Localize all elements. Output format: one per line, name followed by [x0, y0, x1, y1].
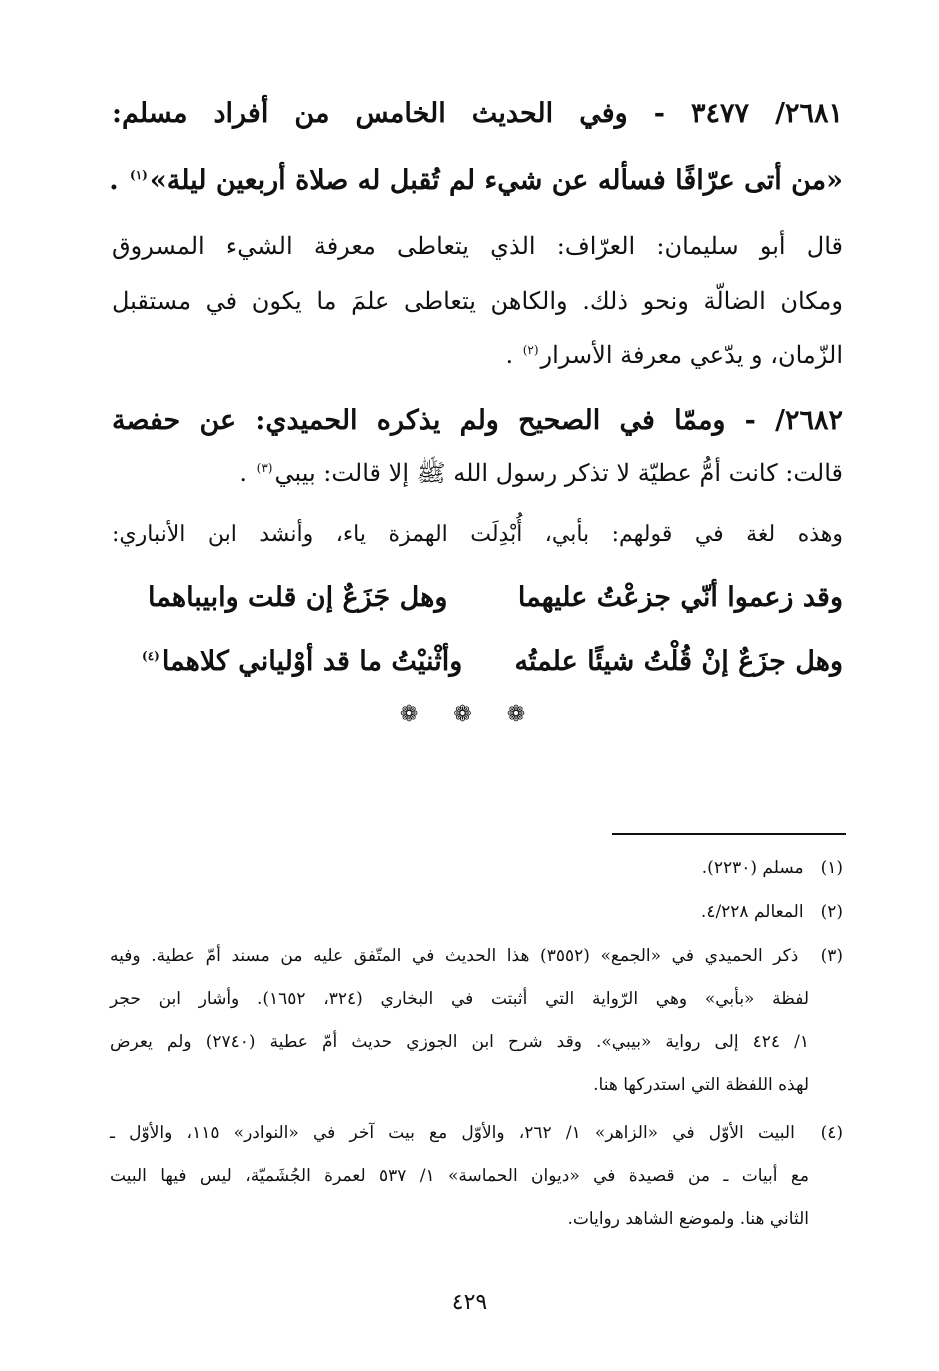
footnote-ref-4: (٤) [142, 649, 160, 663]
poem-verse-1-first-half: وقد زعموا أنّي جزعْتُ عليهما [517, 582, 843, 613]
footnote-ref-2: (٢) [522, 343, 539, 357]
commentary-line-3: الزّمان، و يدّعي معرفة الأسرار$^{(٢)}$ . [505, 341, 843, 369]
footnote-2: (٢) المعالم ٤/٢٢٨. [700, 902, 843, 922]
footnote-ref-3: (٣) [256, 461, 273, 475]
poem-verse-2-first-half: وهل جزَعٌ إنْ قُلْتُ شيئًا علمتُه [514, 646, 843, 677]
poem-verse-1-second-half: وهل جَزَعٌ إن قلت وابيباهما [148, 582, 448, 613]
footnote-3-line-2: لفظة «بأبي» وهي الرّواية التي أثبتت في البخاري (٣٢٤، ١٦٥٢). وأشار ابن حجر [110, 989, 810, 1009]
hadith-text-2681: «من أتى عرّافًا فسأله عن شيء لم تُقبل له صلاة أربعين ليلة»$^{(١)}$ . [109, 165, 843, 196]
footnote-3-line-1: (٣) ذكر الحميدي في «الجمع» (٣٥٥٢) هذا الحديث في المتّفق عليه من مسند أمّ عطية. وفيه [110, 946, 843, 966]
footnote-4-line-2: مع أبيات ـ من قصيدة في «ديوان الحماسة» ١/ ٥٣٧ لعمرة الجُشَميّة، ليس فيها البيت [110, 1166, 809, 1186]
footnote-3-line-3: ١/ ٤٢٤ إلى رواية «بيبي». وقد شرح ابن الجوزي حديث أمّ عطية (٢٧٤٠) ولم يعرض [110, 1032, 809, 1052]
hadith-heading-2682: ٢٦٨٢/ - وممّا في الصحيح ولم يذكره الحميدي: عن حفصة [112, 405, 843, 436]
commentary-line-2: ومكان الضالّة ونحو ذلك. والكاهن يتعاطى علمَ ما يكون في مستقبل [112, 287, 843, 315]
hadith-heading-2681: ٢٦٨١/ ٣٤٧٧ - وفي الحديث الخامس من أفراد مسلم: [112, 98, 843, 129]
footnote-ref-1: (١) [130, 168, 148, 182]
section-separator-ornament: ❁ ❁ ❁ [399, 702, 540, 727]
footnote-3-line-4: لهذه اللفظة التي استدركها هنا. [593, 1075, 809, 1095]
poem-intro: وهذه لغة في قولهم: بأبي، أُبْدِلَت الهمزة ياء، وأنشد ابن الأنباري: [112, 522, 843, 547]
footnote-4-line-1: (٤) البيت الأوّل في «الزاهر» ١/ ٢٦٢، والأوّل مع بيت آخر في «النوادر» ١١٥، والأوّل ـ [110, 1123, 844, 1143]
commentary-line-1: قال أبو سليمان: العرّاف: الذي يتعاطى معرفة الشيء المسروق [112, 232, 843, 260]
footnote-4-line-3: الثاني هنا. ولموضع الشاهد روايات. [567, 1209, 809, 1229]
footnote-divider [612, 833, 846, 835]
poem-verse-2-second-half: وأثْنيْتُ ما قد أوْلياني كلاهما$^{(٤)}$ [142, 646, 463, 677]
hadith-text-2682: قالت: كانت أمُّ عطيّة لا تذكر رسول الله ﷺ إلا قالت: بيبي$^{(٣)}$ . [239, 459, 843, 487]
footnote-1: (١) مسلم (٢٢٣٠). [701, 858, 843, 878]
page-number: ٤٢٩ [451, 1290, 488, 1315]
